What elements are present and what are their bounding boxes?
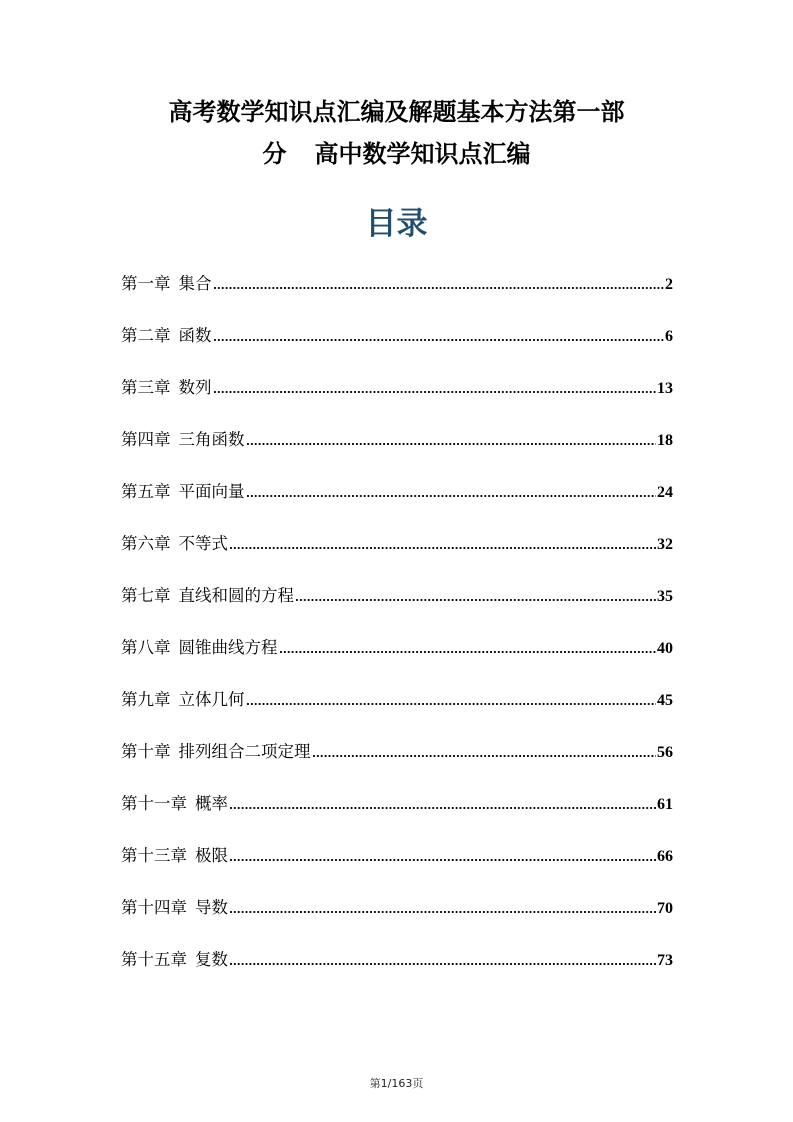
toc-entry[interactable] — [121, 324, 673, 376]
toc-entry[interactable] — [121, 688, 673, 740]
toc-chapter-title: 导数 — [195, 898, 228, 917]
toc-entry-label — [121, 948, 228, 972]
toc-chapter-number: 第十章 — [121, 742, 171, 761]
dot-leader — [295, 599, 656, 601]
toc-entry[interactable] — [121, 584, 673, 636]
toc-page-number: 73 — [657, 952, 673, 969]
toc-chapter-number: 第六章 — [121, 534, 171, 553]
toc-entry[interactable] — [121, 480, 673, 532]
toc-chapter-title: 三角函数 — [178, 430, 245, 449]
toc-chapter-number: 第七章 — [121, 586, 171, 605]
dot-leader — [213, 287, 665, 289]
toc-page-number: 45 — [657, 692, 673, 709]
toc-page-number: 35 — [657, 588, 673, 605]
toc-page-number: 66 — [657, 848, 673, 865]
toc-chapter-number: 第九章 — [121, 690, 171, 709]
toc-chapter-title: 概率 — [195, 794, 228, 813]
dot-leader — [229, 547, 656, 549]
toc-chapter-number: 第十一章 — [121, 794, 187, 813]
toc-entry-label — [121, 896, 228, 920]
toc-chapter-title: 圆锥曲线方程 — [178, 638, 278, 657]
toc-heading: 目录 — [365, 206, 428, 242]
toc-chapter-number: 第十四章 — [121, 898, 187, 917]
toc-chapter-number: 第八章 — [121, 638, 171, 657]
document-title-part-label: 分 — [262, 139, 287, 168]
dot-leader — [229, 963, 656, 965]
toc-page-number: 13 — [657, 380, 673, 397]
dot-leader — [229, 911, 656, 913]
toc-chapter-title: 不等式 — [178, 534, 228, 553]
toc-chapter-number: 第一章 — [121, 274, 171, 293]
page-indicator: 第1/163页 — [369, 1077, 424, 1090]
dot-leader — [246, 703, 657, 705]
toc-page-number: 32 — [657, 536, 673, 553]
toc-entry-label — [121, 792, 228, 816]
dot-leader — [213, 391, 657, 393]
dot-leader — [312, 755, 657, 757]
document-title-line1: 高考数学知识点汇编及解题基本方法第一部 — [168, 97, 625, 126]
toc-entry-label — [121, 844, 228, 868]
toc-page-number: 56 — [657, 744, 673, 761]
toc-entry[interactable] — [121, 948, 673, 1000]
toc-chapter-number: 第四章 — [121, 430, 171, 449]
toc-entry[interactable] — [121, 376, 673, 428]
toc-chapter-number: 第二章 — [121, 326, 171, 345]
toc-chapter-title: 排列组合二项定理 — [178, 742, 311, 761]
toc-entry-label — [121, 428, 245, 452]
toc-chapter-title: 函数 — [178, 326, 212, 345]
toc-entry[interactable] — [121, 272, 673, 324]
toc-entry[interactable] — [121, 428, 673, 480]
document-subtitle: 高中数学知识点汇编 — [314, 139, 531, 168]
toc-chapter-number: 第十五章 — [121, 950, 187, 969]
toc-chapter-title: 数列 — [178, 378, 212, 397]
toc-chapter-title: 立体几何 — [178, 690, 245, 709]
dot-leader — [246, 443, 657, 445]
toc-chapter-number: 第三章 — [121, 378, 171, 397]
toc-chapter-number: 第十三章 — [121, 846, 187, 865]
toc-page-number: 70 — [657, 900, 673, 917]
toc-entry[interactable] — [121, 792, 673, 844]
document-title-line2 — [0, 139, 793, 168]
toc-page-number: 6 — [665, 328, 673, 345]
toc-chapter-title: 复数 — [195, 950, 228, 969]
toc-entry-label — [121, 688, 245, 712]
toc-entry-label — [121, 532, 228, 556]
toc-chapter-title: 直线和圆的方程 — [178, 586, 294, 605]
toc-entry[interactable] — [121, 532, 673, 584]
toc-entry-label — [121, 376, 212, 400]
toc-entry[interactable] — [121, 844, 673, 896]
dot-leader — [246, 495, 657, 497]
toc-entry-label — [121, 584, 294, 608]
toc-entry[interactable] — [121, 740, 673, 792]
toc-entry-label — [121, 480, 245, 504]
toc-entry-label — [121, 636, 278, 660]
toc-entry[interactable] — [121, 896, 673, 948]
toc-chapter-number: 第五章 — [121, 482, 171, 501]
dot-leader — [229, 859, 656, 861]
dot-leader — [213, 339, 665, 341]
toc-entry[interactable] — [121, 636, 673, 688]
dot-leader — [279, 651, 657, 653]
table-of-contents — [121, 272, 673, 1000]
toc-page-number: 24 — [657, 484, 673, 501]
toc-chapter-title: 极限 — [195, 846, 228, 865]
toc-entry-label — [121, 272, 212, 296]
toc-page-number: 61 — [657, 796, 673, 813]
toc-page-number: 18 — [657, 432, 673, 449]
toc-entry-label — [121, 324, 212, 348]
toc-entry-label — [121, 740, 311, 764]
toc-chapter-title: 平面向量 — [178, 482, 245, 501]
dot-leader — [229, 807, 656, 809]
toc-chapter-title: 集合 — [178, 274, 212, 293]
toc-page-number: 40 — [657, 640, 673, 657]
toc-page-number: 2 — [665, 276, 673, 293]
